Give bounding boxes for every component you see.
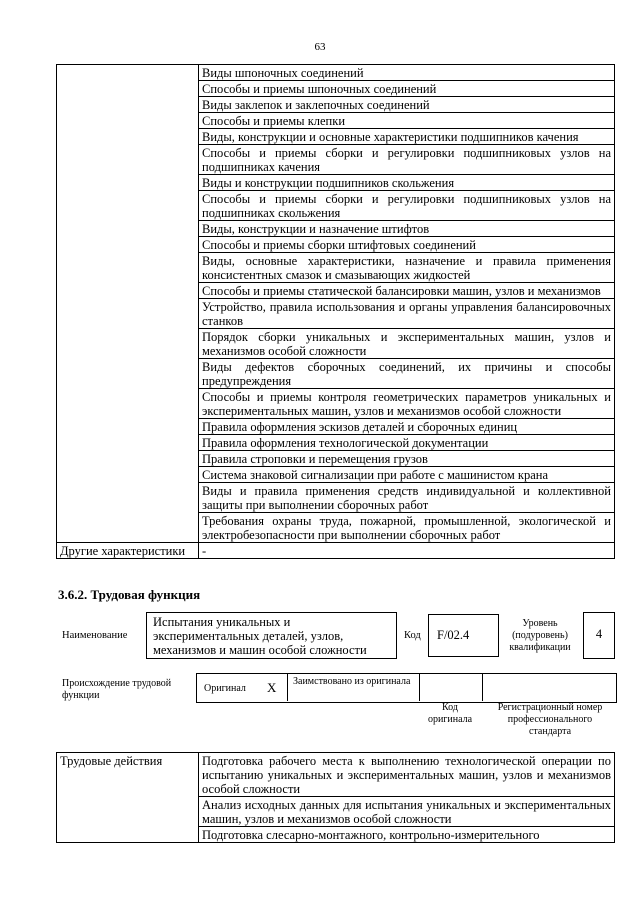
- knowledge-item: Виды шпоночных соединений: [199, 65, 615, 81]
- reg-number-caption: Регистрационный номер профессионального стандарта: [497, 702, 603, 737]
- labor-actions-table: [56, 752, 615, 843]
- knowledge-item: Виды, основные характеристики, назначение и правила применения консистентных смазок и смазывающих жидкостей: [199, 253, 615, 283]
- table-row: [57, 543, 615, 559]
- knowledge-label-cell: [57, 65, 199, 543]
- labor-action-item: Анализ исходных данных для испытания уникальных и экспериментальных машин, узлов и механизмов особой сложности: [199, 797, 615, 827]
- knowledge-item: Правила оформления технологической документации: [199, 435, 615, 451]
- name-label: Наименование: [62, 630, 128, 641]
- code-value-box: [428, 614, 499, 657]
- origin-divider-2: [419, 673, 420, 701]
- knowledge-item: Система знаковой сигнализации при работе с машинистом крана: [199, 467, 615, 483]
- knowledge-item: Правила строповки и перемещения грузов: [199, 451, 615, 467]
- knowledge-item: Способы и приемы контроля геометрических параметров уникальных и экспериментальных машин, узлов и механизмов особой сложности: [199, 389, 615, 419]
- table-row: [57, 65, 615, 81]
- other-characteristics-label: Другие характеристики: [57, 543, 199, 559]
- knowledge-item: Порядок сборки уникальных и экспериментальных машин, узлов и механизмов особой сложности: [199, 329, 615, 359]
- labor-actions-label: Трудовые действия: [57, 753, 199, 843]
- level-label: Уровень (подуровень) квалификации: [509, 618, 571, 653]
- knowledge-item: Требования охраны труда, пожарной, промышленной, экологической и электробезопасности при выполнении сборочных работ: [199, 513, 615, 543]
- knowledge-item: Виды, конструкции и назначение штифтов: [199, 221, 615, 237]
- knowledge-item: Устройство, правила использования и органы управления балансировочных станков: [199, 299, 615, 329]
- code-original-caption: Код оригинала: [427, 702, 473, 725]
- name-value-box: [146, 612, 397, 659]
- labor-action-item: Подготовка слесарно-монтажного, контрольно-измерительного: [199, 827, 615, 843]
- name-value: Испытания уникальных и экспериментальных деталей, узлов, механизмов и машин особой сложности: [153, 615, 367, 657]
- borrowed-label: Заимствовано из оригинала: [293, 676, 411, 687]
- origin-divider-1: [287, 673, 288, 701]
- knowledge-item: Способы и приемы сборки и регулировки подшипниковых узлов на подшипниках качения: [199, 145, 615, 175]
- table-row: [57, 753, 615, 797]
- original-mark: X: [267, 680, 277, 695]
- knowledge-item: Способы и приемы шпоночных соединений: [199, 81, 615, 97]
- knowledge-item: Виды и правила применения средств индивидуальной и коллективной защиты при выполнении сборочных работ: [199, 483, 615, 513]
- other-characteristics-value: -: [199, 543, 615, 559]
- section-title: 3.6.2. Трудовая функция: [58, 587, 201, 602]
- level-value-box: [583, 612, 615, 659]
- origin-label: Происхождение трудовой функции: [62, 678, 172, 701]
- knowledge-item: Способы и приемы клепки: [199, 113, 615, 129]
- original-label: Оригинал: [204, 683, 246, 694]
- origin-row: [196, 673, 617, 703]
- knowledge-item: Способы и приемы сборки и регулировки подшипниковых узлов на подшипниках скольжения: [199, 191, 615, 221]
- knowledge-item: Виды, конструкции и основные характеристики подшипников качения: [199, 129, 615, 145]
- level-value: 4: [595, 627, 603, 641]
- labor-action-item: Подготовка рабочего места к выполнению технологической операции по испытанию уникальных и экспериментальных машин, узлов и механизмов особой сложности: [199, 753, 615, 797]
- knowledge-table: [56, 64, 615, 559]
- knowledge-item: Правила оформления эскизов деталей и сборочных единиц: [199, 419, 615, 435]
- knowledge-item: Виды дефектов сборочных соединений, их причины и способы предупреждения: [199, 359, 615, 389]
- knowledge-item: Способы и приемы статической балансировки машин, узлов и механизмов: [199, 283, 615, 299]
- knowledge-item: Способы и приемы сборки штифтовых соединений: [199, 237, 615, 253]
- code-value: F/02.4: [437, 628, 470, 642]
- code-label: Код: [404, 630, 421, 641]
- knowledge-item: Виды и конструкции подшипников скольжения: [199, 175, 615, 191]
- knowledge-item: Виды заклепок и заклепочных соединений: [199, 97, 615, 113]
- origin-divider-3: [482, 673, 483, 701]
- page-number: 63: [314, 41, 326, 53]
